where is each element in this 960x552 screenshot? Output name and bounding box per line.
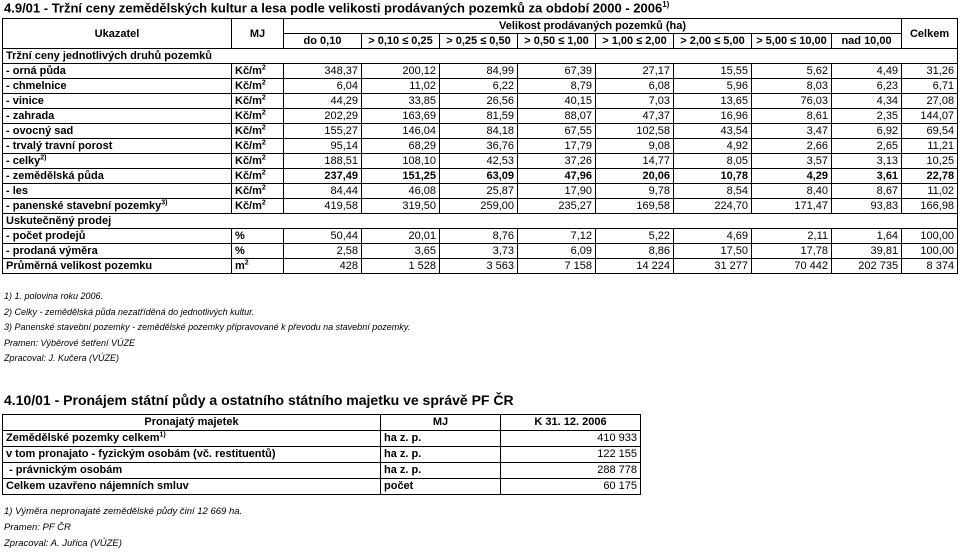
value-cell: 31,26 <box>902 64 958 79</box>
table1-notes <box>4 289 410 367</box>
value-cell: 10,78 <box>674 169 752 184</box>
value-cell: 8,76 <box>440 229 518 244</box>
value-cell: 22,78 <box>902 169 958 184</box>
table1-title-footnote: 1) <box>662 0 670 9</box>
value-cell: 151,25 <box>362 169 440 184</box>
value-cell: 100,00 <box>902 244 958 259</box>
row-label: v tom pronajato - fyzickým osobám (vč. restituentů) <box>3 447 381 463</box>
value-cell: 31 277 <box>674 259 752 274</box>
row-unit: počet <box>381 479 501 495</box>
value-cell: 235,27 <box>518 199 596 214</box>
value-cell: 17,50 <box>674 244 752 259</box>
section-realized-sales <box>3 214 958 229</box>
value-cell: 60 175 <box>501 479 641 495</box>
header-mj: MJ <box>232 19 284 49</box>
header-property: Pronajatý majetek <box>3 415 381 431</box>
row-unit: $Kč/m^2$ <box>232 64 284 79</box>
value-cell: 6,23 <box>832 79 902 94</box>
value-cell: 8,61 <box>752 109 832 124</box>
row-label: Průměrná velikost pozemku <box>3 259 232 274</box>
value-cell: 4,34 <box>832 94 902 109</box>
value-cell: 25,87 <box>440 184 518 199</box>
value-cell: 20,06 <box>596 169 674 184</box>
footnote: Pramen: Výběrové šetření VÚZE <box>4 337 136 348</box>
value-cell: 259,00 <box>440 199 518 214</box>
value-cell: 46,08 <box>362 184 440 199</box>
row-label: - celky$^{2)}$ <box>3 154 232 169</box>
value-cell: 7 158 <box>518 259 596 274</box>
value-cell: 33,85 <box>362 94 440 109</box>
value-cell: 348,37 <box>284 64 362 79</box>
value-cell: 20,01 <box>362 229 440 244</box>
value-cell: 11,21 <box>902 139 958 154</box>
value-cell: 39,81 <box>832 244 902 259</box>
footnote: 1) 1. polovina roku 2006. <box>4 291 104 301</box>
header-size-class: > 0,10 ≤ 0,25 <box>362 34 440 49</box>
lease-table <box>2 414 641 495</box>
value-cell: 171,47 <box>752 199 832 214</box>
value-cell: 166,98 <box>902 199 958 214</box>
value-cell: 16,96 <box>674 109 752 124</box>
footnote: 3) Panenské stavební pozemky - zemědělské pozemky připravované k převodu na stavební pozemky. <box>4 322 411 332</box>
value-cell: 2,65 <box>832 139 902 154</box>
value-cell: 47,37 <box>596 109 674 124</box>
table1-title: 4.9/01 - Tržní ceny zemědělských kultur a lesa podle velikosti prodávaných pozemků za období 2000 - 2006$^{1)}$ <box>4 0 670 16</box>
table-row <box>3 94 958 109</box>
value-cell: 2,58 <box>284 244 362 259</box>
sales-rows <box>3 229 958 259</box>
value-cell: 202 735 <box>832 259 902 274</box>
row-unit: $Kč/m^2$ <box>232 184 284 199</box>
table-row <box>3 109 958 124</box>
value-cell: 37,26 <box>518 154 596 169</box>
value-cell: 6,09 <box>518 244 596 259</box>
row-unit: $Kč/m^2$ <box>232 94 284 109</box>
value-cell: 155,27 <box>284 124 362 139</box>
value-cell: 9,08 <box>596 139 674 154</box>
value-cell: 3,57 <box>752 154 832 169</box>
value-cell: 8,40 <box>752 184 832 199</box>
value-cell: 40,15 <box>518 94 596 109</box>
value-cell: 10,25 <box>902 154 958 169</box>
row-unit: $Kč/m^2$ <box>232 154 284 169</box>
value-cell: 3,47 <box>752 124 832 139</box>
table-row <box>3 139 958 154</box>
row-unit: $Kč/m^2$ <box>232 109 284 124</box>
value-cell: 6,08 <box>596 79 674 94</box>
row-unit: ha z. p. <box>381 431 501 447</box>
footnote: Zpracoval: A. Juřica (VÚZE) <box>4 538 122 549</box>
row-label: - prodaná výměra <box>3 244 232 259</box>
value-cell: 237,49 <box>284 169 362 184</box>
row-label: - les <box>3 184 232 199</box>
value-cell: 42,53 <box>440 154 518 169</box>
value-cell: 8,86 <box>596 244 674 259</box>
row-unit: $Kč/m^2$ <box>232 124 284 139</box>
table-row <box>3 154 958 169</box>
row-unit: ha z. p. <box>381 463 501 479</box>
value-cell: 63,09 <box>440 169 518 184</box>
table-row <box>3 447 641 463</box>
value-cell: 319,50 <box>362 199 440 214</box>
value-cell: 108,10 <box>362 154 440 169</box>
value-cell: 81,59 <box>440 109 518 124</box>
value-cell: 13,65 <box>674 94 752 109</box>
value-cell: 224,70 <box>674 199 752 214</box>
value-cell: 3,65 <box>362 244 440 259</box>
value-cell: 102,58 <box>596 124 674 139</box>
row-label: - zemědělská půda <box>3 169 232 184</box>
value-cell: 11,02 <box>902 184 958 199</box>
value-cell: 100,00 <box>902 229 958 244</box>
value-cell: 8 374 <box>902 259 958 274</box>
value-cell: 3,13 <box>832 154 902 169</box>
land-prices-table <box>2 18 958 274</box>
header-size-group: Velikost prodávaných pozemků (ha) <box>284 19 902 34</box>
value-cell: 84,18 <box>440 124 518 139</box>
value-cell: 144,07 <box>902 109 958 124</box>
row-label: Celkem uzavřeno nájemních smluv <box>3 479 381 495</box>
header-size-class: > 0,50 ≤ 1,00 <box>518 34 596 49</box>
header-size-class: > 1,00 ≤ 2,00 <box>596 34 674 49</box>
row-unit: $Kč/m^2$ <box>232 169 284 184</box>
value-cell: 2,11 <box>752 229 832 244</box>
row-label: - počet prodejů <box>3 229 232 244</box>
value-cell: 4,69 <box>674 229 752 244</box>
value-cell: 93,83 <box>832 199 902 214</box>
value-cell: 2,66 <box>752 139 832 154</box>
avg-size-row <box>3 259 958 274</box>
table-row <box>3 79 958 94</box>
table-row <box>3 169 958 184</box>
header-size-class: > 2,00 ≤ 5,00 <box>674 34 752 49</box>
value-cell: 95,14 <box>284 139 362 154</box>
section-label: Uskutečněný prodej <box>3 214 958 229</box>
value-cell: 419,58 <box>284 199 362 214</box>
value-cell: 2,35 <box>832 109 902 124</box>
value-cell: 428 <box>284 259 362 274</box>
value-cell: 5,22 <box>596 229 674 244</box>
value-cell: 1 528 <box>362 259 440 274</box>
table2-title: 4.10/01 - Pronájem státní půdy a ostatního státního majetku ve správě PF ČR <box>4 392 514 408</box>
value-cell: 50,44 <box>284 229 362 244</box>
value-cell: 5,96 <box>674 79 752 94</box>
row-label: - panenské stavební pozemky$^{3)}$ <box>3 199 232 214</box>
table2-header-row <box>3 415 641 431</box>
row-label: - chmelnice <box>3 79 232 94</box>
value-cell: 88,07 <box>518 109 596 124</box>
row-label: - vinice <box>3 94 232 109</box>
value-cell: 169,58 <box>596 199 674 214</box>
value-cell: 6,92 <box>832 124 902 139</box>
footnote: 2) Celky - zemědělská půda nezatříděná do jednotlivých kultur. <box>4 306 255 317</box>
value-cell: 288 778 <box>501 463 641 479</box>
value-cell: 5,62 <box>752 64 832 79</box>
row-label: - zahrada <box>3 109 232 124</box>
value-cell: 4,49 <box>832 64 902 79</box>
table-row <box>3 184 958 199</box>
header-ukazatel: Ukazatel <box>3 19 232 49</box>
row-unit: $Kč/m^2$ <box>232 79 284 94</box>
value-cell: 17,79 <box>518 139 596 154</box>
table-row <box>3 229 958 244</box>
footnote: 1) Výměra nepronajaté zemědělské půdy činí 12 669 ha. <box>4 506 243 517</box>
header-size-class: do 0,10 <box>284 34 362 49</box>
table-row <box>3 64 958 79</box>
table2-notes <box>4 504 242 552</box>
value-cell: 8,03 <box>752 79 832 94</box>
value-cell: 8,54 <box>674 184 752 199</box>
row-unit: $Kč/m^2$ <box>232 199 284 214</box>
value-cell: 26,56 <box>440 94 518 109</box>
header-size-class: > 5,00 ≤ 10,00 <box>752 34 832 49</box>
table-row <box>3 124 958 139</box>
value-cell: 8,67 <box>832 184 902 199</box>
header-size-class: nad 10,00 <box>832 34 902 49</box>
value-cell: 188,51 <box>284 154 362 169</box>
table-row <box>3 431 641 447</box>
lease-rows <box>3 431 641 495</box>
value-cell: 11,02 <box>362 79 440 94</box>
value-cell: 146,04 <box>362 124 440 139</box>
table-row <box>3 479 641 495</box>
value-cell: 69,54 <box>902 124 958 139</box>
value-cell: 15,55 <box>674 64 752 79</box>
value-cell: 36,76 <box>440 139 518 154</box>
value-cell: 4,29 <box>752 169 832 184</box>
value-cell: 9,78 <box>596 184 674 199</box>
value-cell: 70 442 <box>752 259 832 274</box>
value-cell: 3,61 <box>832 169 902 184</box>
value-cell: 1,64 <box>832 229 902 244</box>
value-cell: 84,99 <box>440 64 518 79</box>
value-cell: 6,04 <box>284 79 362 94</box>
value-cell: 68,29 <box>362 139 440 154</box>
value-cell: 47,96 <box>518 169 596 184</box>
table-row <box>3 199 958 214</box>
value-cell: 163,69 <box>362 109 440 124</box>
value-cell: 202,29 <box>284 109 362 124</box>
value-cell: 44,29 <box>284 94 362 109</box>
row-unit: ha z. p. <box>381 447 501 463</box>
header-size-class: > 0,25 ≤ 0,50 <box>440 34 518 49</box>
value-cell: 3 563 <box>440 259 518 274</box>
section-market-prices <box>3 49 958 64</box>
value-cell: 67,55 <box>518 124 596 139</box>
section-label: Tržní ceny jednotlivých druhů pozemků <box>3 49 958 64</box>
value-cell: 84,44 <box>284 184 362 199</box>
footnote: Pramen: PF ČR <box>4 522 71 533</box>
value-cell: 27,08 <box>902 94 958 109</box>
row-label: - ovocný sad <box>3 124 232 139</box>
table-row <box>3 244 958 259</box>
value-cell: 17,90 <box>518 184 596 199</box>
header-mj: MJ <box>381 415 501 431</box>
value-cell: 43,54 <box>674 124 752 139</box>
row-unit: % <box>232 244 284 259</box>
value-cell: 76,03 <box>752 94 832 109</box>
value-cell: 14 224 <box>596 259 674 274</box>
price-rows <box>3 64 958 214</box>
value-cell: 14,77 <box>596 154 674 169</box>
value-cell: 27,17 <box>596 64 674 79</box>
value-cell: 3,73 <box>440 244 518 259</box>
value-cell: 7,03 <box>596 94 674 109</box>
row-label: - orná půda <box>3 64 232 79</box>
value-cell: 67,39 <box>518 64 596 79</box>
row-unit: % <box>232 229 284 244</box>
value-cell: 6,22 <box>440 79 518 94</box>
value-cell: 17,78 <box>752 244 832 259</box>
row-label: - právnickým osobám <box>3 463 381 479</box>
value-cell: 200,12 <box>362 64 440 79</box>
value-cell: 122 155 <box>501 447 641 463</box>
value-cell: 410 933 <box>501 431 641 447</box>
table-row <box>3 463 641 479</box>
table1-header-row-1 <box>3 19 958 34</box>
header-celkem: Celkem <box>902 19 958 49</box>
row-label: - trvalý travní porost <box>3 139 232 154</box>
value-cell: 6,71 <box>902 79 958 94</box>
value-cell: 4,92 <box>674 139 752 154</box>
value-cell: 8,05 <box>674 154 752 169</box>
footnote: Zpracoval: J. Kučera (VÚZE) <box>4 353 120 363</box>
value-cell: 7,12 <box>518 229 596 244</box>
header-date: K 31. 12. 2006 <box>501 415 641 431</box>
value-cell: 8,79 <box>518 79 596 94</box>
row-unit: $Kč/m^2$ <box>232 139 284 154</box>
row-unit: $m^2$ <box>232 259 284 274</box>
row-label: Zemědělské pozemky celkem$^{1)}$ <box>3 431 381 447</box>
